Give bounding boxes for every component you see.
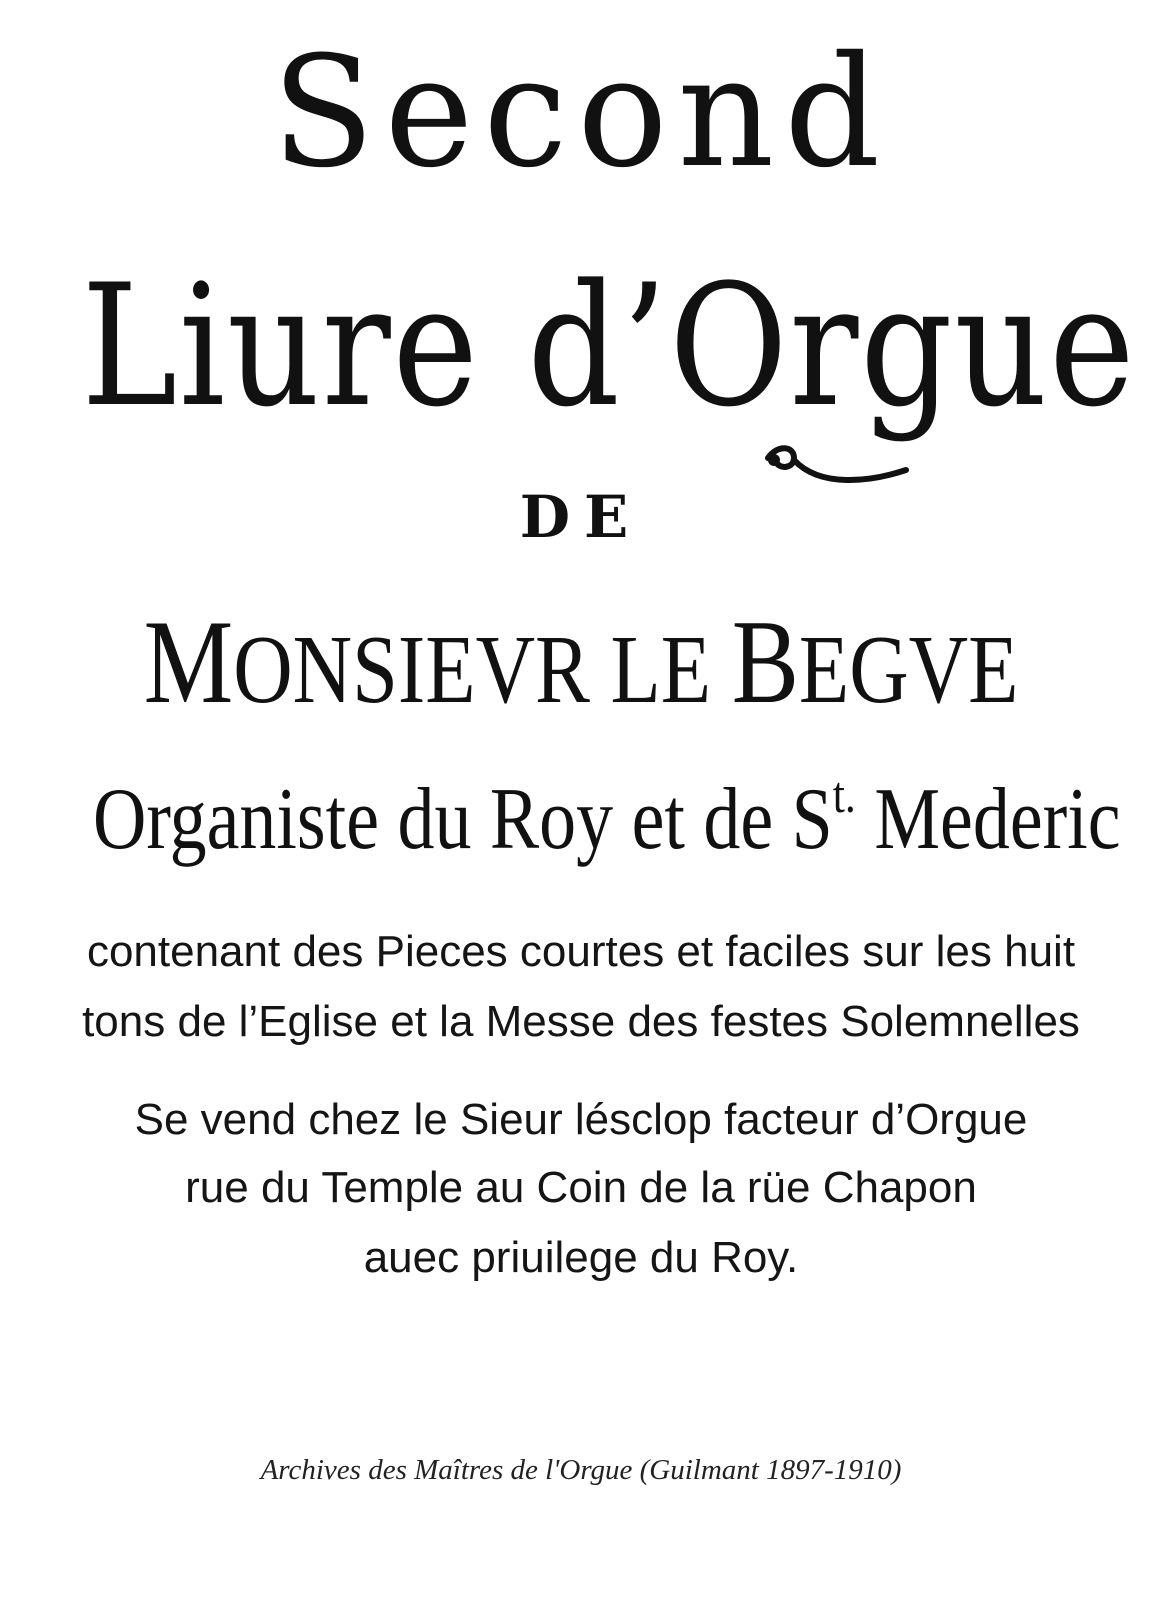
author-role-superscript: t. bbox=[832, 767, 856, 824]
author-role-main: Organiste du Roy et de S bbox=[92, 771, 833, 868]
author-initial-m: M bbox=[143, 595, 234, 728]
de-heading: DE bbox=[519, 483, 643, 551]
author-name-end: EGVE bbox=[798, 616, 1019, 724]
title-line-2: Liure d’Orgue bbox=[81, 248, 1137, 444]
author-name bbox=[93, 595, 1069, 728]
title-line-1: Second bbox=[271, 24, 891, 202]
g-flourish-ornament bbox=[760, 418, 910, 488]
contents-line-2: tons de l’Eglise et la Messe des festes Solemnelles bbox=[82, 997, 1080, 1046]
author-role-end: Mederic bbox=[855, 771, 1121, 868]
seller-line-2: rue du Temple au Coin de la rüe Chapon bbox=[185, 1163, 977, 1212]
seller-line-1: Se vend chez le Sieur lésclop facteur d’Orgue bbox=[134, 1095, 1028, 1144]
archive-caption: Archives des Maîtres de l'Orgue (Guilmant 1897-1910) bbox=[260, 1454, 902, 1486]
author-name-middle: ONSIEVR LE bbox=[233, 616, 732, 724]
contents-line-1: contenant des Pieces courtes et faciles sur les huit bbox=[86, 927, 1076, 976]
seller-line-3: auec priuilege du Roy. bbox=[363, 1233, 799, 1282]
author-role bbox=[92, 767, 1121, 868]
author-initial-b: B bbox=[731, 595, 799, 728]
